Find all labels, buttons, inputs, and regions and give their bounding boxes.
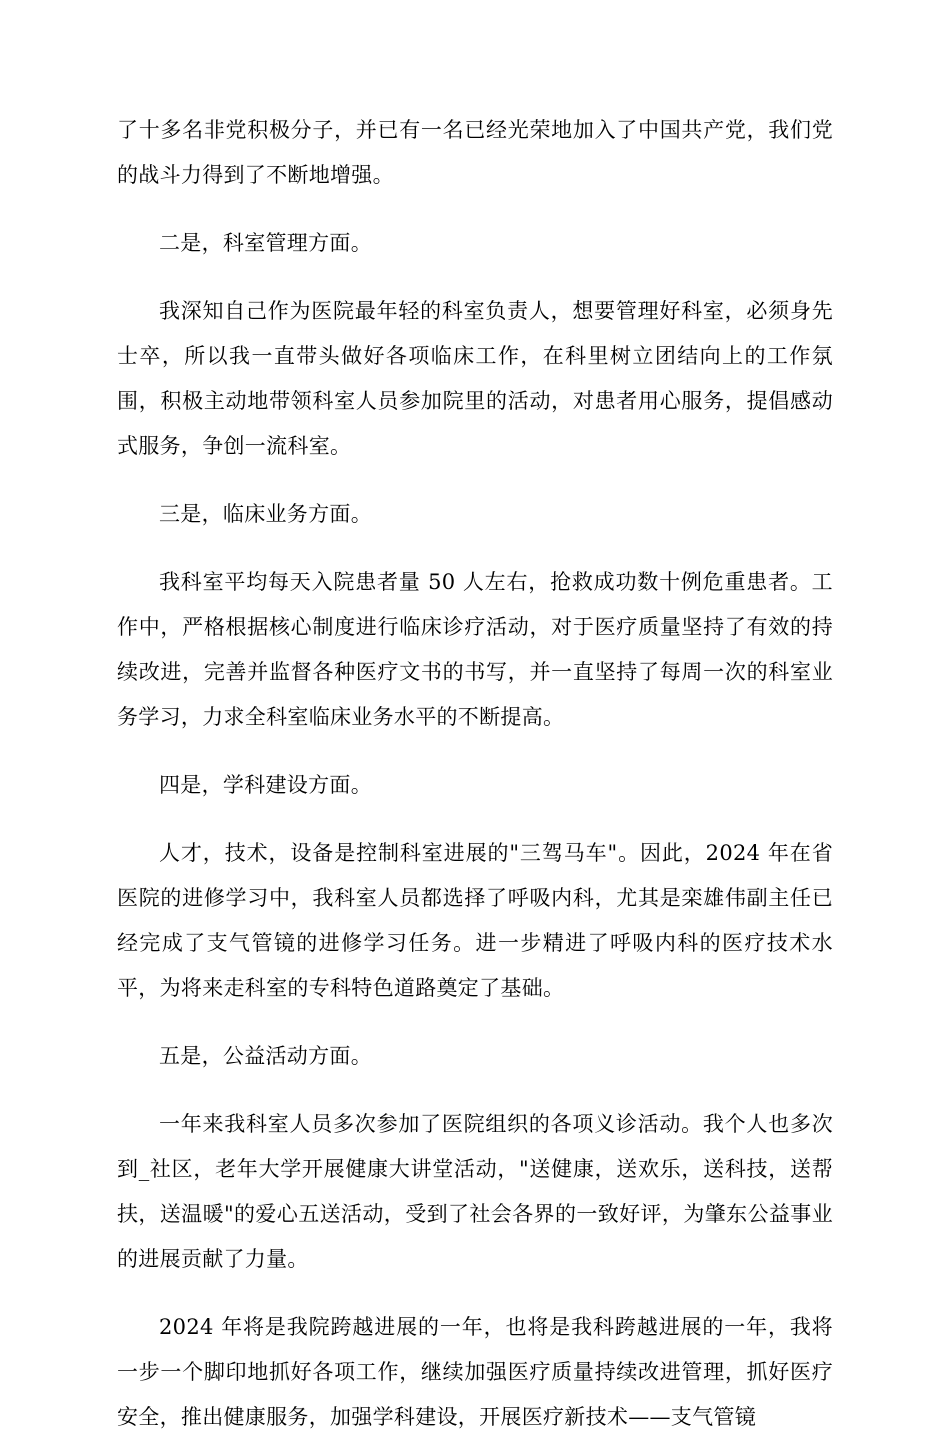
paragraph-continuation: 了十多名非党积极分子，并已有一名已经光荣地加入了中国共产党，我们党的战斗力得到了不断地增强。 [117, 118, 833, 187]
paragraph-clinical: 我科室平均每天入院患者量 50 人左右，抢救成功数十例危重患者。工作中，严格根据核心制度进行临床诊疗活动，对于医疗质量坚持了有效的持续改进，完善并监督各种医疗文书的书写，并一直坚持了每周一次的科室业务学习，力求全科室临床业务水平的不断提高。 [117, 570, 833, 729]
document-body [117, 108, 833, 1440]
section-heading-clinical: 三是，临床业务方面。 [159, 502, 372, 526]
section-heading-discipline: 四是，学科建设方面。 [159, 773, 372, 797]
paragraph-management: 我深知自己作为医院最年轻的科室负责人，想要管理好科室，必须身先士卒，所以我一直带头做好各项临床工作，在科里树立团结向上的工作氛围，积极主动地带领科室人员参加院里的活动，对患者用心服务，提倡感动式服务，争创一流科室。 [117, 299, 833, 458]
paragraph-public-welfare: 一年来我科室人员多次参加了医院组织的各项义诊活动。我个人也多次到_社区，老年大学开展健康大讲堂活动，"送健康，送欢乐，送科技，送帮扶，送温暖"的爱心五送活动，受到了社会各界的一致好评，为肇东公益事业的进展贡献了力量。 [117, 1112, 833, 1271]
paragraph-outlook: 2024 年将是我院跨越进展的一年，也将是我科跨越进展的一年，我将一步一个脚印地抓好各项工作，继续加强医疗质量持续改进管理，抓好医疗安全，推出健康服务，加强学科建设，开展医疗新技术——支气管镜 [117, 1315, 833, 1429]
section-heading-public-welfare: 五是，公益活动方面。 [159, 1044, 372, 1068]
paragraph-discipline: 人才，技术，设备是控制科室进展的"三驾马车"。因此，2024 年在省医院的进修学习中，我科室人员都选择了呼吸内科，尤其是栾雄伟副主任已经完成了支气管镜的进修学习任务。进一步精进了呼吸内科的医疗技术水平，为将来走科室的专科特色道路奠定了基础。 [117, 841, 833, 1000]
section-heading-management: 二是，科室管理方面。 [159, 231, 372, 255]
